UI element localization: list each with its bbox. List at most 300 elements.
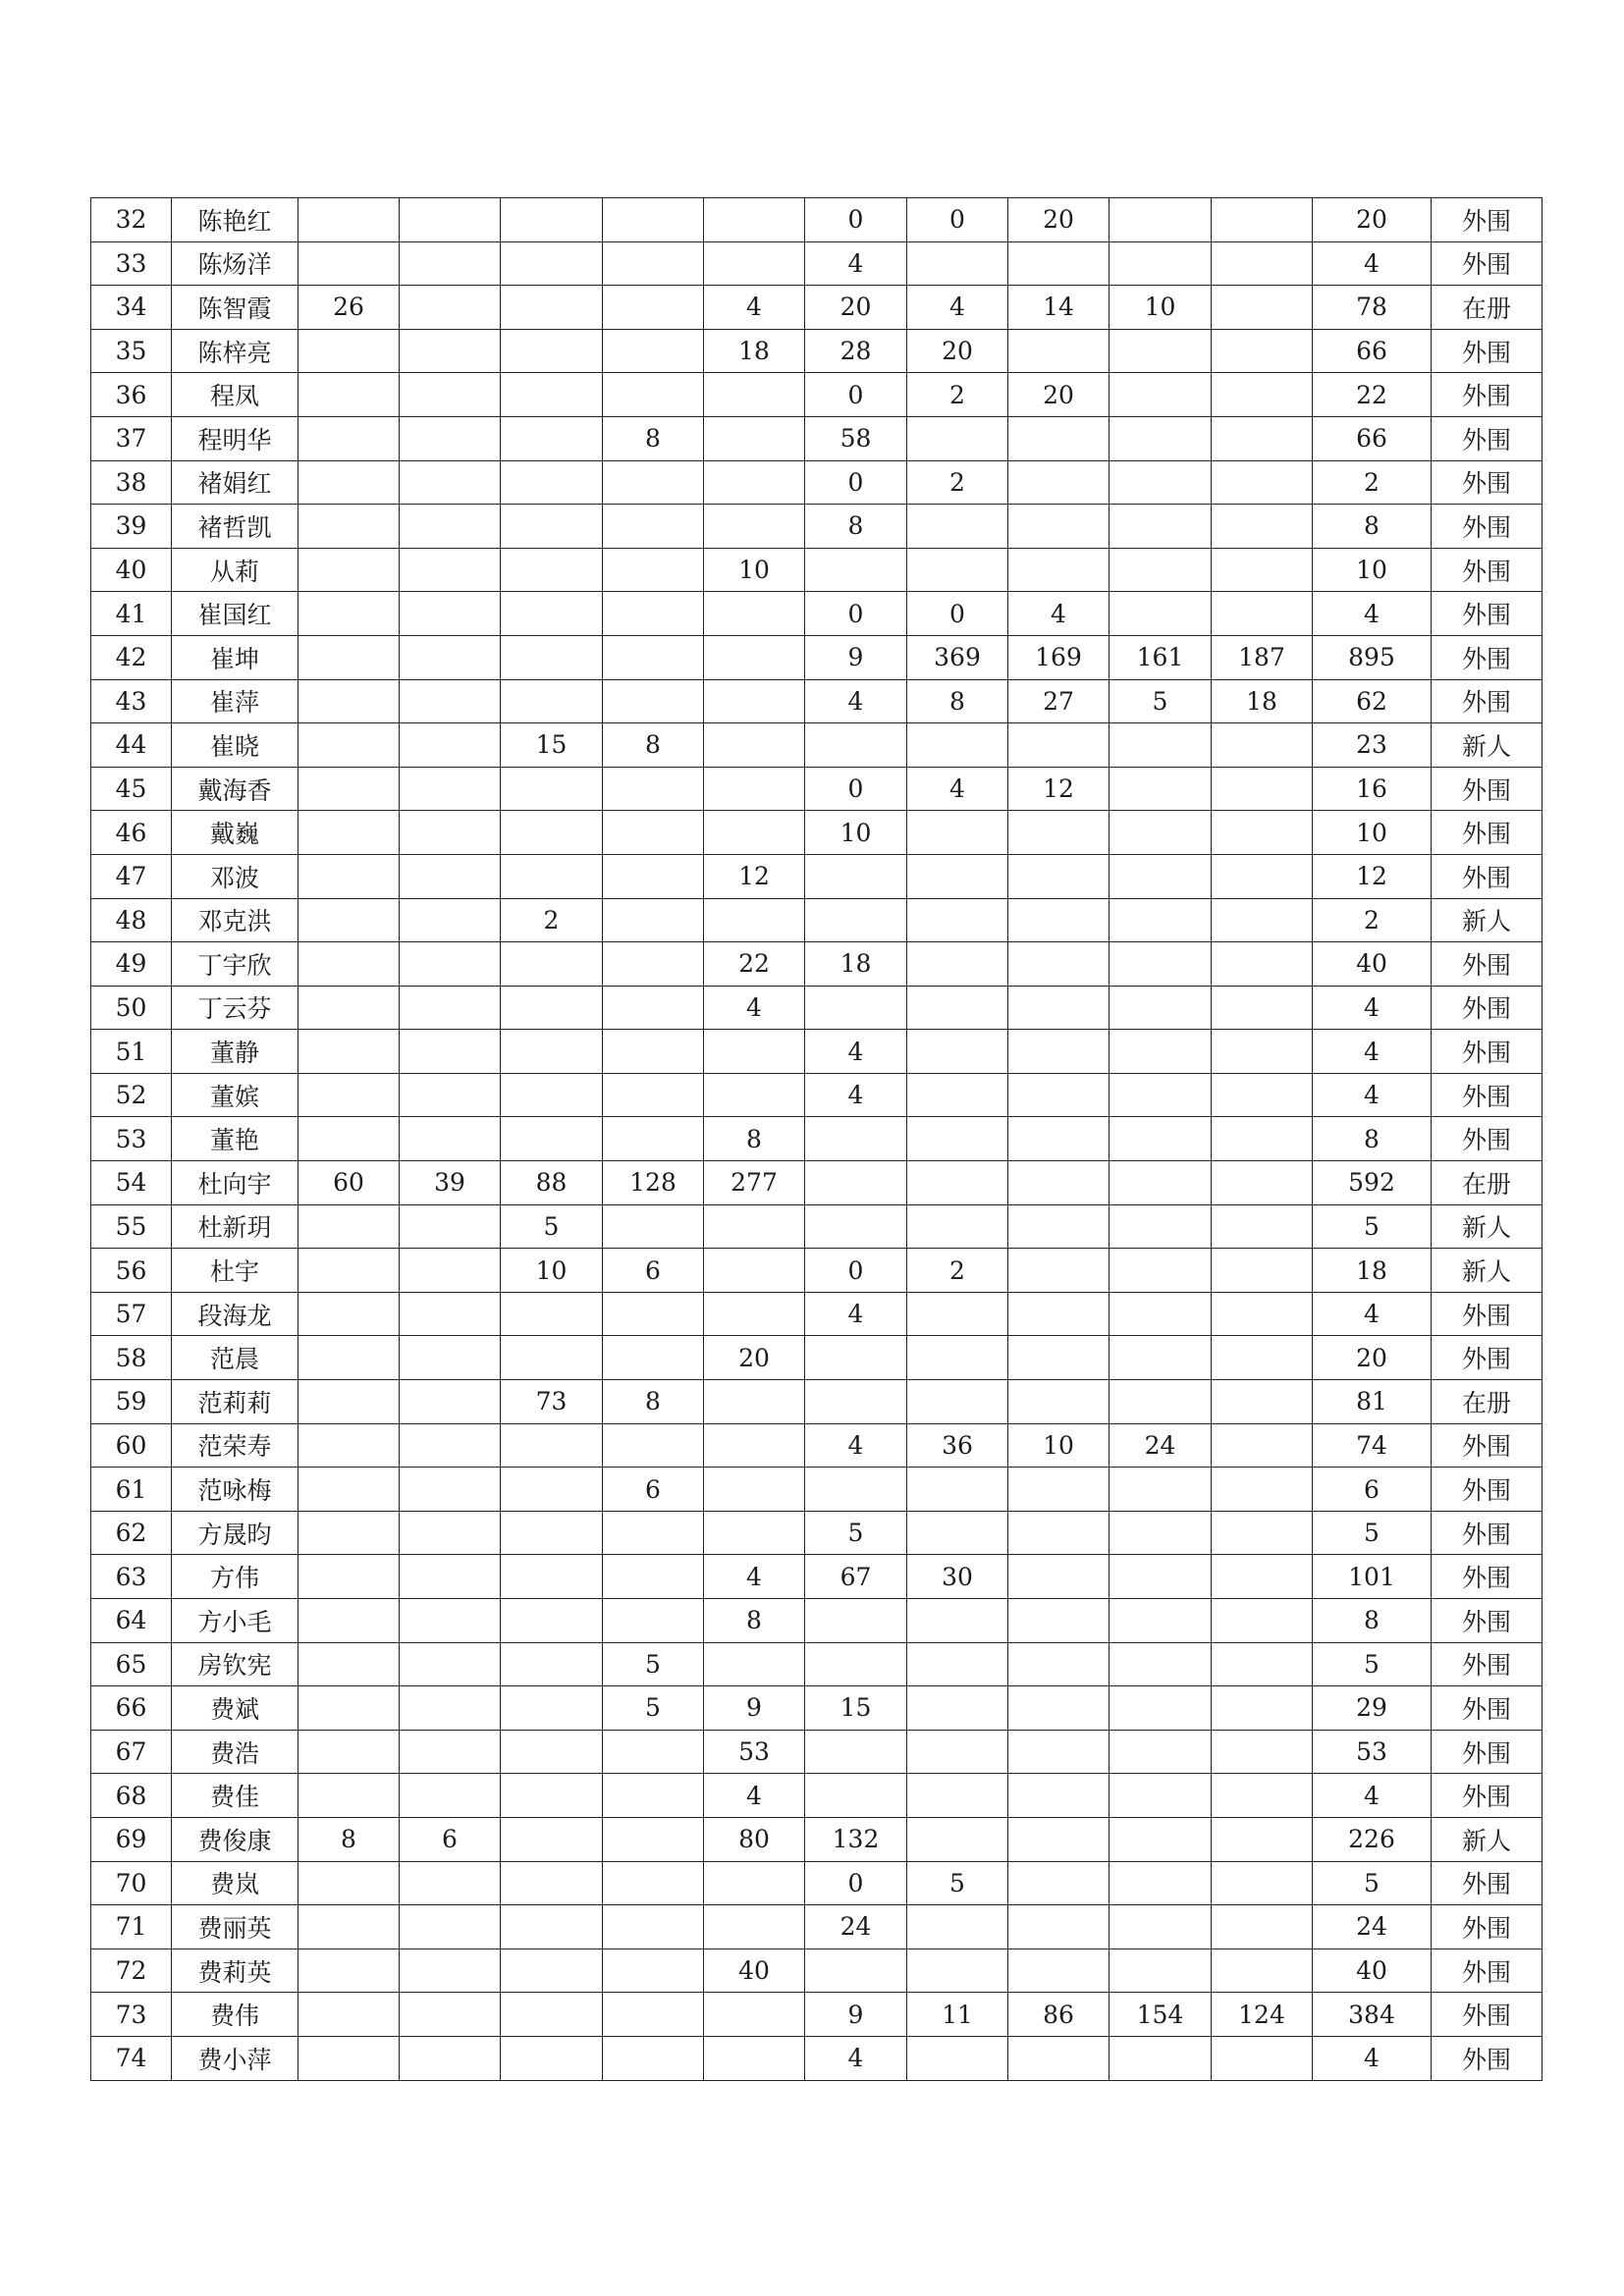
cell-c4: [603, 1117, 704, 1161]
cell-c5: [704, 2036, 805, 2080]
table-row: [91, 1161, 1543, 1205]
cell-c7: [907, 1686, 1008, 1731]
cell-status: 新人: [1432, 1817, 1543, 1861]
cell-name: 费岚: [172, 1861, 298, 1905]
cell-name: 崔萍: [172, 679, 298, 723]
table-row: [91, 1949, 1543, 1993]
cell-c3: [501, 1555, 603, 1599]
cell-c5: [704, 1511, 805, 1555]
cell-total: 4: [1313, 986, 1432, 1030]
cell-name: 杜新玥: [172, 1204, 298, 1249]
cell-c10: [1212, 1730, 1313, 1774]
cell-no: 66: [91, 1686, 172, 1731]
cell-c6: [805, 1774, 907, 1818]
cell-name: 董静: [172, 1030, 298, 1074]
cell-c1: [298, 329, 400, 373]
cell-c8: [1008, 548, 1110, 592]
cell-c2: [400, 1642, 501, 1686]
cell-c9: [1110, 1686, 1212, 1731]
cell-c8: [1008, 1861, 1110, 1905]
cell-c1: [298, 1774, 400, 1818]
cell-c3: [501, 1511, 603, 1555]
cell-c10: [1212, 286, 1313, 330]
cell-c4: [603, 198, 704, 242]
cell-c6: 28: [805, 329, 907, 373]
cell-no: 39: [91, 505, 172, 549]
cell-name: 陈炀洋: [172, 241, 298, 286]
cell-c5: 22: [704, 942, 805, 987]
cell-c3: [501, 1774, 603, 1818]
cell-c1: [298, 1905, 400, 1949]
cell-c9: [1110, 854, 1212, 898]
cell-c7: 0: [907, 592, 1008, 636]
cell-c7: [907, 2036, 1008, 2080]
cell-c2: [400, 767, 501, 811]
cell-c4: 8: [603, 416, 704, 460]
cell-c10: [1212, 241, 1313, 286]
cell-c10: 18: [1212, 679, 1313, 723]
cell-c5: 12: [704, 854, 805, 898]
cell-c4: 8: [603, 1380, 704, 1424]
cell-c1: [298, 1423, 400, 1468]
cell-c2: [400, 1468, 501, 1512]
cell-c4: [603, 2036, 704, 2080]
cell-c8: [1008, 241, 1110, 286]
cell-c10: [1212, 767, 1313, 811]
cell-c2: [400, 854, 501, 898]
cell-c6: 18: [805, 942, 907, 987]
cell-no: 71: [91, 1905, 172, 1949]
cell-c6: [805, 1949, 907, 1993]
cell-c9: 24: [1110, 1423, 1212, 1468]
cell-status: 外围: [1432, 1861, 1543, 1905]
cell-c8: [1008, 942, 1110, 987]
cell-c2: [400, 592, 501, 636]
cell-c2: [400, 416, 501, 460]
cell-c6: 67: [805, 1555, 907, 1599]
cell-c1: [298, 548, 400, 592]
cell-status: 外围: [1432, 1468, 1543, 1512]
cell-total: 5: [1313, 1204, 1432, 1249]
cell-name: 范莉莉: [172, 1380, 298, 1424]
cell-c2: 39: [400, 1161, 501, 1205]
cell-c1: [298, 1468, 400, 1512]
cell-status: 外围: [1432, 2036, 1543, 2080]
cell-c4: [603, 1861, 704, 1905]
cell-c5: 80: [704, 1817, 805, 1861]
cell-c1: 60: [298, 1161, 400, 1205]
cell-c2: 6: [400, 1817, 501, 1861]
cell-total: 5: [1313, 1511, 1432, 1555]
table-row: [91, 1423, 1543, 1468]
cell-status: 新人: [1432, 898, 1543, 942]
cell-c3: [501, 241, 603, 286]
cell-c2: [400, 373, 501, 417]
cell-c9: [1110, 1817, 1212, 1861]
cell-total: 29: [1313, 1686, 1432, 1731]
cell-total: 81: [1313, 1380, 1432, 1424]
cell-c9: [1110, 460, 1212, 505]
cell-c3: [501, 1817, 603, 1861]
cell-status: 外围: [1432, 1993, 1543, 2037]
cell-status: 在册: [1432, 1161, 1543, 1205]
cell-c8: [1008, 1204, 1110, 1249]
cell-c5: [704, 241, 805, 286]
cell-c5: [704, 898, 805, 942]
cell-c5: [704, 1423, 805, 1468]
cell-c3: [501, 1336, 603, 1380]
cell-c3: [501, 767, 603, 811]
cell-no: 52: [91, 1073, 172, 1117]
cell-c1: [298, 1380, 400, 1424]
cell-c9: [1110, 1030, 1212, 1074]
cell-total: 5: [1313, 1861, 1432, 1905]
cell-c9: [1110, 1249, 1212, 1293]
cell-status: 外围: [1432, 986, 1543, 1030]
cell-c2: [400, 1511, 501, 1555]
cell-total: 4: [1313, 1073, 1432, 1117]
cell-c3: [501, 1730, 603, 1774]
cell-c8: [1008, 854, 1110, 898]
cell-total: 16: [1313, 767, 1432, 811]
cell-c9: [1110, 898, 1212, 942]
cell-c10: [1212, 592, 1313, 636]
cell-no: 43: [91, 679, 172, 723]
table-row: [91, 1686, 1543, 1731]
cell-c9: 10: [1110, 286, 1212, 330]
cell-total: 2: [1313, 898, 1432, 942]
cell-c10: [1212, 1861, 1313, 1905]
cell-c7: [907, 986, 1008, 1030]
cell-c2: [400, 679, 501, 723]
cell-c5: 4: [704, 286, 805, 330]
cell-c5: [704, 1292, 805, 1336]
table-row: [91, 460, 1543, 505]
cell-c2: [400, 1423, 501, 1468]
cell-c10: [1212, 1949, 1313, 1993]
cell-c7: 2: [907, 1249, 1008, 1293]
cell-c5: 40: [704, 1949, 805, 1993]
cell-c5: [704, 373, 805, 417]
table-row: [91, 592, 1543, 636]
cell-status: 外围: [1432, 679, 1543, 723]
cell-c9: [1110, 1949, 1212, 1993]
cell-c7: [907, 811, 1008, 855]
cell-c4: [603, 1073, 704, 1117]
cell-c4: [603, 460, 704, 505]
cell-c3: 88: [501, 1161, 603, 1205]
cell-c10: [1212, 1511, 1313, 1555]
cell-c6: [805, 723, 907, 768]
cell-c8: [1008, 1336, 1110, 1380]
cell-c10: [1212, 1073, 1313, 1117]
cell-c6: 4: [805, 1423, 907, 1468]
cell-c8: [1008, 1599, 1110, 1643]
table-row: [91, 1468, 1543, 1512]
cell-c10: [1212, 854, 1313, 898]
table-row: [91, 942, 1543, 987]
cell-no: 32: [91, 198, 172, 242]
cell-name: 费伟: [172, 1993, 298, 2037]
cell-total: 101: [1313, 1555, 1432, 1599]
cell-c3: [501, 329, 603, 373]
cell-status: 外围: [1432, 1774, 1543, 1818]
cell-c8: [1008, 1555, 1110, 1599]
cell-c10: [1212, 811, 1313, 855]
cell-c5: [704, 1249, 805, 1293]
cell-c5: 4: [704, 1555, 805, 1599]
cell-name: 杜向宇: [172, 1161, 298, 1205]
cell-c9: [1110, 1161, 1212, 1205]
cell-c2: [400, 2036, 501, 2080]
cell-c8: [1008, 1117, 1110, 1161]
cell-c8: 14: [1008, 286, 1110, 330]
cell-c6: 4: [805, 241, 907, 286]
cell-c3: [501, 1993, 603, 2037]
cell-c6: 20: [805, 286, 907, 330]
cell-c6: [805, 1117, 907, 1161]
cell-c2: [400, 986, 501, 1030]
cell-name: 从莉: [172, 548, 298, 592]
cell-c1: [298, 679, 400, 723]
cell-c1: [298, 898, 400, 942]
cell-status: 在册: [1432, 286, 1543, 330]
cell-c7: 5: [907, 1861, 1008, 1905]
cell-c5: 8: [704, 1117, 805, 1161]
cell-name: 邓波: [172, 854, 298, 898]
cell-c9: [1110, 1730, 1212, 1774]
cell-c9: [1110, 1599, 1212, 1643]
cell-c7: [907, 1336, 1008, 1380]
cell-name: 费丽英: [172, 1905, 298, 1949]
table-row: [91, 1905, 1543, 1949]
cell-c8: [1008, 1030, 1110, 1074]
table-row: [91, 373, 1543, 417]
cell-c1: [298, 241, 400, 286]
cell-total: 66: [1313, 416, 1432, 460]
cell-c7: 4: [907, 286, 1008, 330]
cell-name: 杜宇: [172, 1249, 298, 1293]
cell-status: 在册: [1432, 1380, 1543, 1424]
cell-c1: [298, 1599, 400, 1643]
cell-total: 8: [1313, 1599, 1432, 1643]
cell-name: 董艳: [172, 1117, 298, 1161]
cell-c5: [704, 416, 805, 460]
cell-c7: [907, 942, 1008, 987]
cell-c4: [603, 1336, 704, 1380]
cell-name: 崔国红: [172, 592, 298, 636]
table-row: [91, 416, 1543, 460]
cell-name: 陈梓亮: [172, 329, 298, 373]
cell-c1: [298, 2036, 400, 2080]
cell-status: 外围: [1432, 416, 1543, 460]
cell-c7: [907, 1380, 1008, 1424]
cell-c7: [907, 1642, 1008, 1686]
cell-status: 外围: [1432, 1336, 1543, 1380]
cell-c7: [907, 1599, 1008, 1643]
cell-c4: 6: [603, 1468, 704, 1512]
cell-name: 房钦宪: [172, 1642, 298, 1686]
cell-c1: [298, 854, 400, 898]
cell-c6: [805, 854, 907, 898]
cell-status: 外围: [1432, 1686, 1543, 1731]
cell-c4: 6: [603, 1249, 704, 1293]
cell-name: 段海龙: [172, 1292, 298, 1336]
cell-c3: [501, 679, 603, 723]
cell-name: 程凤: [172, 373, 298, 417]
cell-c7: [907, 1292, 1008, 1336]
cell-c8: 12: [1008, 767, 1110, 811]
cell-c5: [704, 767, 805, 811]
table-row: [91, 1380, 1543, 1424]
table-row: [91, 1204, 1543, 1249]
cell-no: 73: [91, 1993, 172, 2037]
cell-total: 18: [1313, 1249, 1432, 1293]
cell-c5: 18: [704, 329, 805, 373]
table-row: [91, 1117, 1543, 1161]
table-row: [91, 2036, 1543, 2080]
cell-c7: [907, 1817, 1008, 1861]
cell-c8: [1008, 2036, 1110, 2080]
cell-c1: [298, 1292, 400, 1336]
cell-c4: [603, 986, 704, 1030]
table-row: [91, 1817, 1543, 1861]
cell-c5: [704, 460, 805, 505]
cell-c7: [907, 723, 1008, 768]
cell-c5: [704, 592, 805, 636]
table-body: [91, 198, 1543, 2081]
cell-c7: [907, 1161, 1008, 1205]
table-row: [91, 1599, 1543, 1643]
cell-total: 10: [1313, 548, 1432, 592]
cell-c5: [704, 1073, 805, 1117]
cell-status: 外围: [1432, 460, 1543, 505]
cell-c4: [603, 1555, 704, 1599]
cell-c4: [603, 854, 704, 898]
cell-c7: [907, 1030, 1008, 1074]
cell-status: 外围: [1432, 1599, 1543, 1643]
cell-c7: [907, 1949, 1008, 1993]
cell-c4: 5: [603, 1686, 704, 1731]
cell-c2: [400, 1073, 501, 1117]
cell-c10: [1212, 548, 1313, 592]
cell-c7: 36: [907, 1423, 1008, 1468]
cell-c10: 124: [1212, 1993, 1313, 2037]
cell-c9: [1110, 767, 1212, 811]
cell-status: 外围: [1432, 548, 1543, 592]
cell-c7: 2: [907, 373, 1008, 417]
cell-c3: [501, 1468, 603, 1512]
cell-c4: [603, 1423, 704, 1468]
cell-c8: [1008, 1380, 1110, 1424]
cell-c7: [907, 505, 1008, 549]
cell-no: 54: [91, 1161, 172, 1205]
table-row: [91, 811, 1543, 855]
cell-c2: [400, 1030, 501, 1074]
cell-c1: [298, 1511, 400, 1555]
cell-c8: 20: [1008, 373, 1110, 417]
cell-c7: [907, 1511, 1008, 1555]
cell-c1: [298, 373, 400, 417]
cell-name: 陈智霞: [172, 286, 298, 330]
cell-no: 41: [91, 592, 172, 636]
cell-status: 外围: [1432, 592, 1543, 636]
cell-c2: [400, 1993, 501, 2037]
table-row: [91, 679, 1543, 723]
cell-c8: [1008, 505, 1110, 549]
cell-c7: [907, 1774, 1008, 1818]
cell-c7: [907, 548, 1008, 592]
cell-c2: [400, 811, 501, 855]
cell-no: 61: [91, 1468, 172, 1512]
cell-no: 33: [91, 241, 172, 286]
cell-status: 外围: [1432, 1949, 1543, 1993]
cell-c5: [704, 1468, 805, 1512]
cell-c3: [501, 1423, 603, 1468]
cell-c3: [501, 1117, 603, 1161]
cell-c5: [704, 679, 805, 723]
table-row: [91, 635, 1543, 679]
cell-c6: 0: [805, 767, 907, 811]
cell-name: 褚娟红: [172, 460, 298, 505]
cell-c6: [805, 1468, 907, 1512]
cell-name: 董嫔: [172, 1073, 298, 1117]
cell-c5: [704, 1030, 805, 1074]
cell-c1: [298, 986, 400, 1030]
cell-c9: [1110, 1774, 1212, 1818]
cell-name: 费小萍: [172, 2036, 298, 2080]
cell-c1: [298, 1949, 400, 1993]
table-row: [91, 767, 1543, 811]
cell-no: 57: [91, 1292, 172, 1336]
cell-c9: [1110, 1380, 1212, 1424]
cell-c6: 9: [805, 635, 907, 679]
cell-no: 51: [91, 1030, 172, 1074]
cell-no: 69: [91, 1817, 172, 1861]
cell-c8: [1008, 1686, 1110, 1731]
cell-name: 费俊康: [172, 1817, 298, 1861]
cell-c5: 53: [704, 1730, 805, 1774]
cell-total: 4: [1313, 1774, 1432, 1818]
cell-c7: [907, 241, 1008, 286]
cell-c8: [1008, 1817, 1110, 1861]
cell-total: 12: [1313, 854, 1432, 898]
cell-c10: [1212, 1817, 1313, 1861]
table-row: [91, 1336, 1543, 1380]
cell-c1: [298, 1073, 400, 1117]
cell-c3: [501, 505, 603, 549]
cell-c9: [1110, 329, 1212, 373]
cell-c3: [501, 1686, 603, 1731]
records-table: [90, 197, 1543, 2081]
cell-c8: [1008, 1468, 1110, 1512]
cell-c4: [603, 1292, 704, 1336]
cell-c4: [603, 767, 704, 811]
cell-c3: [501, 854, 603, 898]
cell-no: 74: [91, 2036, 172, 2080]
cell-c7: 2: [907, 460, 1008, 505]
cell-c4: [603, 548, 704, 592]
cell-no: 40: [91, 548, 172, 592]
cell-name: 方小毛: [172, 1599, 298, 1643]
cell-c6: 0: [805, 373, 907, 417]
table-row: [91, 854, 1543, 898]
cell-name: 方晟昀: [172, 1511, 298, 1555]
cell-c10: [1212, 942, 1313, 987]
cell-total: 78: [1313, 286, 1432, 330]
cell-c1: [298, 1030, 400, 1074]
cell-c4: [603, 1030, 704, 1074]
